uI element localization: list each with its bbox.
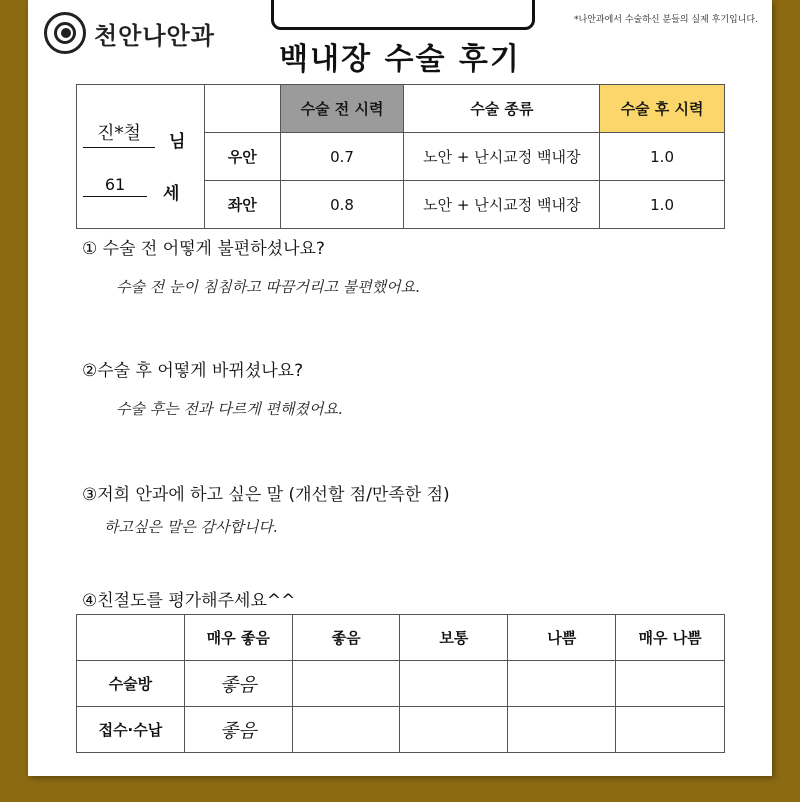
- rating-row-surgery-room: [77, 661, 725, 707]
- patient-name-suffix: 님: [169, 132, 186, 152]
- question-3: ③저희 안과에 하고 싶은 말 (개선할 점/만족한 점): [82, 485, 450, 505]
- answer-2: 수술 후는 전과 다르게 편해졌어요.: [116, 400, 343, 418]
- patient-name: 진*철: [83, 119, 155, 148]
- surgery-type-value: 노안 + 난시교정 백내장: [404, 133, 600, 181]
- vision-table: [76, 84, 725, 229]
- question-4: ④친절도를 평가해주세요^^: [82, 591, 296, 611]
- rating-col-very-good: 매우 좋음: [184, 615, 292, 661]
- header-before-vision: 수술 전 시력: [280, 85, 404, 133]
- header-surgery-type: 수술 종류: [404, 85, 600, 133]
- eye-label: 우안: [204, 133, 280, 181]
- rating-cell: [508, 707, 616, 753]
- rating-cell: [616, 707, 725, 753]
- rating-cell: [400, 707, 508, 753]
- rating-col-good: 좋음: [292, 615, 400, 661]
- answer-1: 수술 전 눈이 침침하고 따끔거리고 불편했어요.: [116, 278, 420, 296]
- disclaimer-note: *나안과에서 수술하신 분들의 실제 후기입니다.: [574, 15, 758, 25]
- answer-3: 하고싶은 말은 감사합니다.: [104, 518, 278, 536]
- rating-answer: 좋음: [184, 707, 292, 753]
- eye-label: 좌안: [204, 181, 280, 229]
- surgery-type-value: 노안 + 난시교정 백내장: [404, 181, 600, 229]
- question-1: ① 수술 전 어떻게 불편하셨나요?: [82, 239, 325, 259]
- before-vision-value: 0.8: [280, 181, 404, 229]
- rating-answer: 좋음: [184, 661, 292, 707]
- rating-cell: [292, 707, 400, 753]
- rating-col-bad: 나쁨: [508, 615, 616, 661]
- rating-col-very-bad: 매우 나쁨: [616, 615, 725, 661]
- patient-info-cell: [77, 85, 205, 229]
- before-vision-value: 0.7: [280, 133, 404, 181]
- after-vision-value: 1.0: [600, 181, 725, 229]
- rating-col-average: 보통: [400, 615, 508, 661]
- review-page: [28, 0, 772, 776]
- patient-age-suffix: 세: [163, 184, 180, 204]
- patient-age: 61: [83, 175, 147, 197]
- rating-header-empty: [77, 615, 185, 661]
- header-after-vision: 수술 후 시력: [600, 85, 725, 133]
- top-box: [271, 0, 535, 30]
- rating-cell: [616, 661, 725, 707]
- after-vision-value: 1.0: [600, 133, 725, 181]
- rating-cell: [508, 661, 616, 707]
- rating-row-label: 접수·수납: [77, 707, 185, 753]
- logo-text: 천안나안과: [94, 21, 215, 50]
- rating-cell: [292, 661, 400, 707]
- rating-row-reception: [77, 707, 725, 753]
- rating-cell: [400, 661, 508, 707]
- rating-row-label: 수술방: [77, 661, 185, 707]
- header-empty: [204, 85, 280, 133]
- page-title: 백내장 수술 후기: [279, 42, 521, 77]
- question-2: ②수술 후 어떻게 바뀌셨나요?: [82, 361, 304, 381]
- rating-table: [76, 614, 725, 753]
- rating-header-row: [77, 615, 725, 661]
